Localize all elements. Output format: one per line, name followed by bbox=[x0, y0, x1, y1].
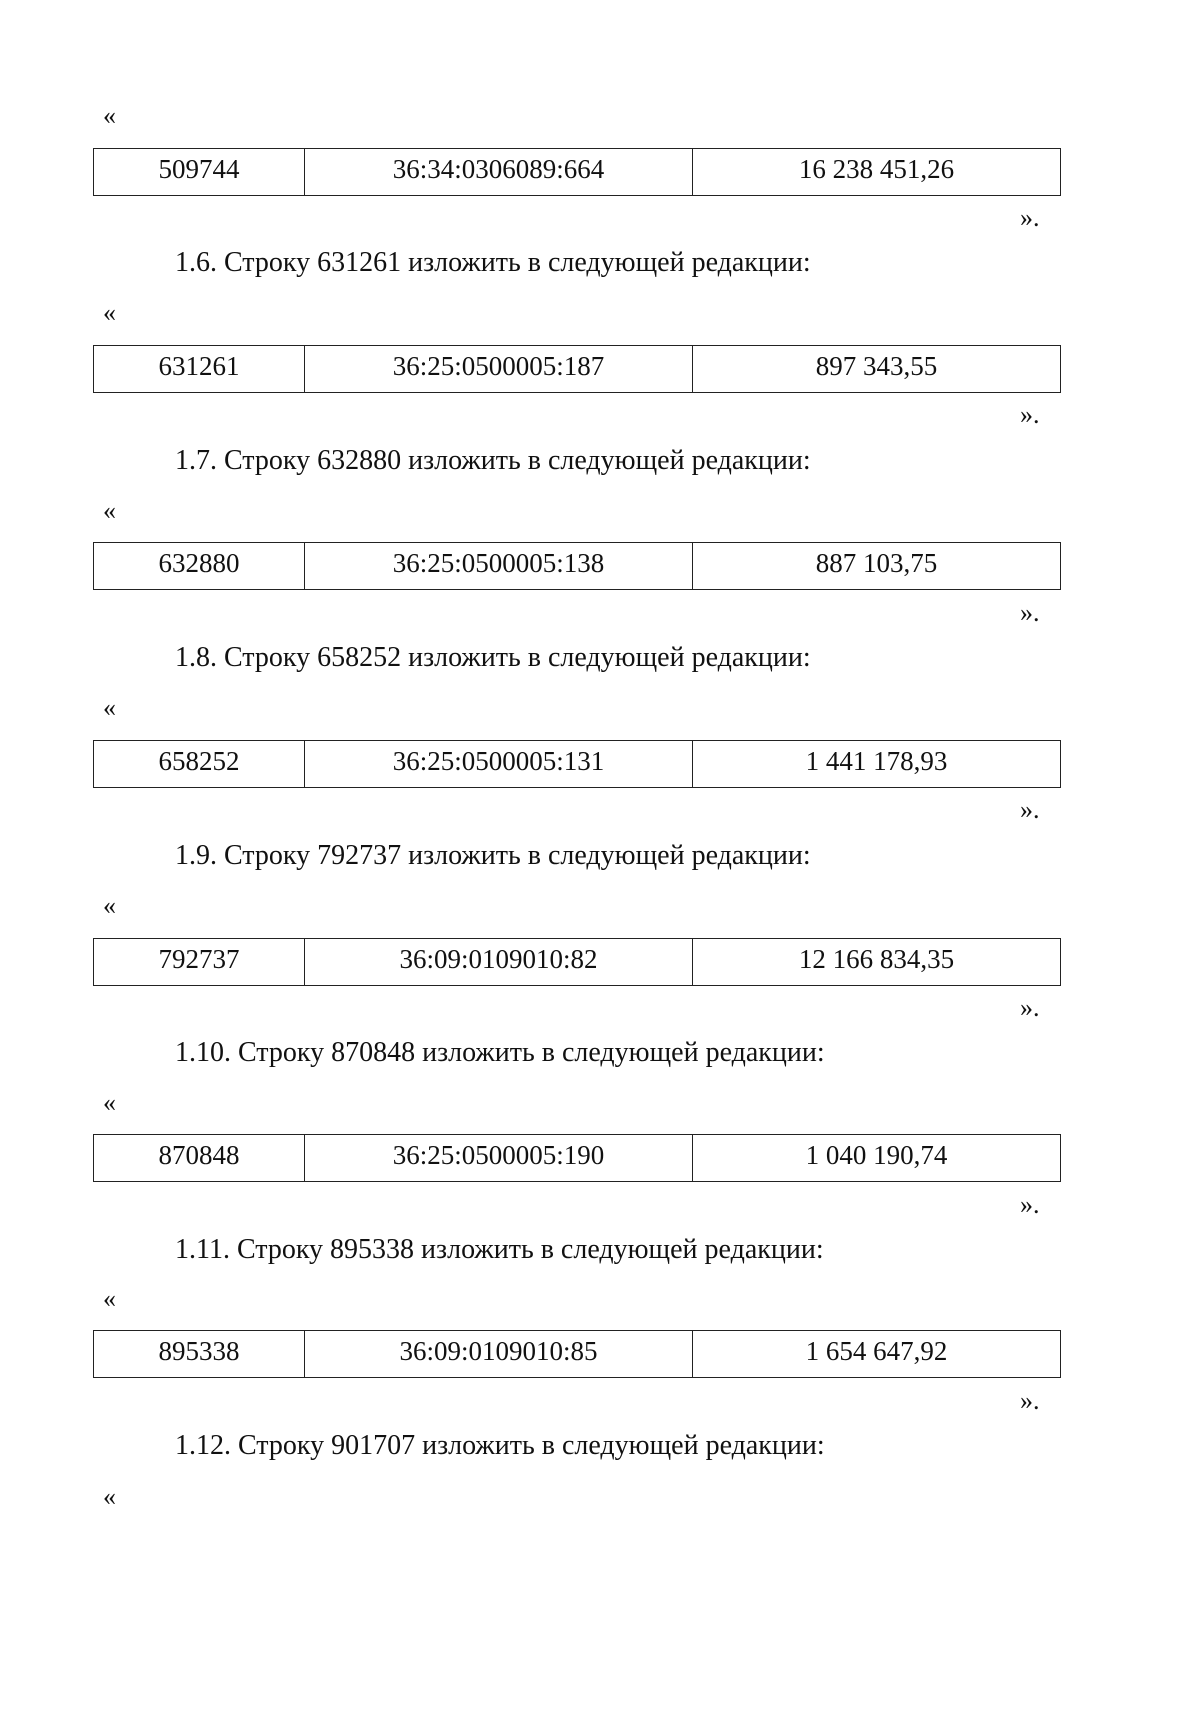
opening-quote: « bbox=[103, 1482, 116, 1511]
closing-quote: ». bbox=[1020, 993, 1040, 1022]
amendment-paragraph: 1.10. Строку 870848 изложить в следующей редакции: bbox=[175, 1037, 825, 1068]
value-cell: 887 103,75 bbox=[815, 548, 938, 578]
opening-quote: « bbox=[103, 1088, 116, 1117]
amendment-paragraph: 1.6. Строку 631261 изложить в следующей редакции: bbox=[175, 247, 811, 278]
amendment-paragraph: 1.7. Строку 632880 изложить в следующей редакции: bbox=[175, 445, 811, 476]
closing-quote: ». bbox=[1020, 795, 1040, 824]
cadastral-number-cell: 36:25:0500005:187 bbox=[305, 346, 693, 392]
opening-quote: « bbox=[103, 496, 116, 525]
value-cell: 897 343,55 bbox=[815, 351, 938, 381]
closing-quote: ». bbox=[1020, 598, 1040, 627]
table-row bbox=[93, 938, 1061, 986]
value-cell: 1 654 647,92 bbox=[805, 1336, 948, 1366]
cadastral-number-cell: 36:34:0306089:664 bbox=[305, 149, 693, 195]
opening-quote: « bbox=[103, 693, 116, 722]
opening-quote: « bbox=[103, 1284, 116, 1313]
cadastral-number-cell: 36:25:0500005:131 bbox=[305, 741, 693, 787]
row-id-cell: 509744 bbox=[94, 149, 305, 195]
value-cell: 12 166 834,35 bbox=[798, 944, 955, 974]
closing-quote: ». bbox=[1020, 1190, 1040, 1219]
table-row bbox=[93, 1330, 1061, 1378]
amendment-paragraph: 1.8. Строку 658252 изложить в следующей редакции: bbox=[175, 642, 811, 673]
row-id-cell: 658252 bbox=[94, 741, 305, 787]
opening-quote: « bbox=[103, 101, 116, 130]
row-id-cell: 631261 bbox=[94, 346, 305, 392]
cadastral-number-cell: 36:09:0109010:82 bbox=[305, 939, 693, 985]
opening-quote: « bbox=[103, 298, 116, 327]
value-cell: 16 238 451,26 bbox=[798, 154, 955, 184]
value-cell: 1 040 190,74 bbox=[805, 1140, 948, 1170]
value-cell: 1 441 178,93 bbox=[805, 746, 948, 776]
amendment-paragraph: 1.11. Строку 895338 изложить в следующей редакции: bbox=[175, 1234, 824, 1265]
row-id-cell: 632880 bbox=[94, 543, 305, 589]
closing-quote: ». bbox=[1020, 203, 1040, 232]
opening-quote: « bbox=[103, 891, 116, 920]
cadastral-number-cell: 36:25:0500005:138 bbox=[305, 543, 693, 589]
cadastral-number-cell: 36:09:0109010:85 bbox=[305, 1331, 693, 1377]
cadastral-number-cell: 36:25:0500005:190 bbox=[305, 1135, 693, 1181]
amendment-paragraph: 1.9. Строку 792737 изложить в следующей редакции: bbox=[175, 840, 811, 871]
row-id-cell: 870848 bbox=[94, 1135, 305, 1181]
table-row bbox=[93, 740, 1061, 788]
closing-quote: ». bbox=[1020, 1386, 1040, 1415]
closing-quote: ». bbox=[1020, 400, 1040, 429]
table-row bbox=[93, 1134, 1061, 1182]
table-row bbox=[93, 542, 1061, 590]
row-id-cell: 792737 bbox=[94, 939, 305, 985]
table-row bbox=[93, 148, 1061, 196]
amendment-paragraph: 1.12. Строку 901707 изложить в следующей редакции: bbox=[175, 1430, 825, 1461]
table-row bbox=[93, 345, 1061, 393]
row-id-cell: 895338 bbox=[94, 1331, 305, 1377]
